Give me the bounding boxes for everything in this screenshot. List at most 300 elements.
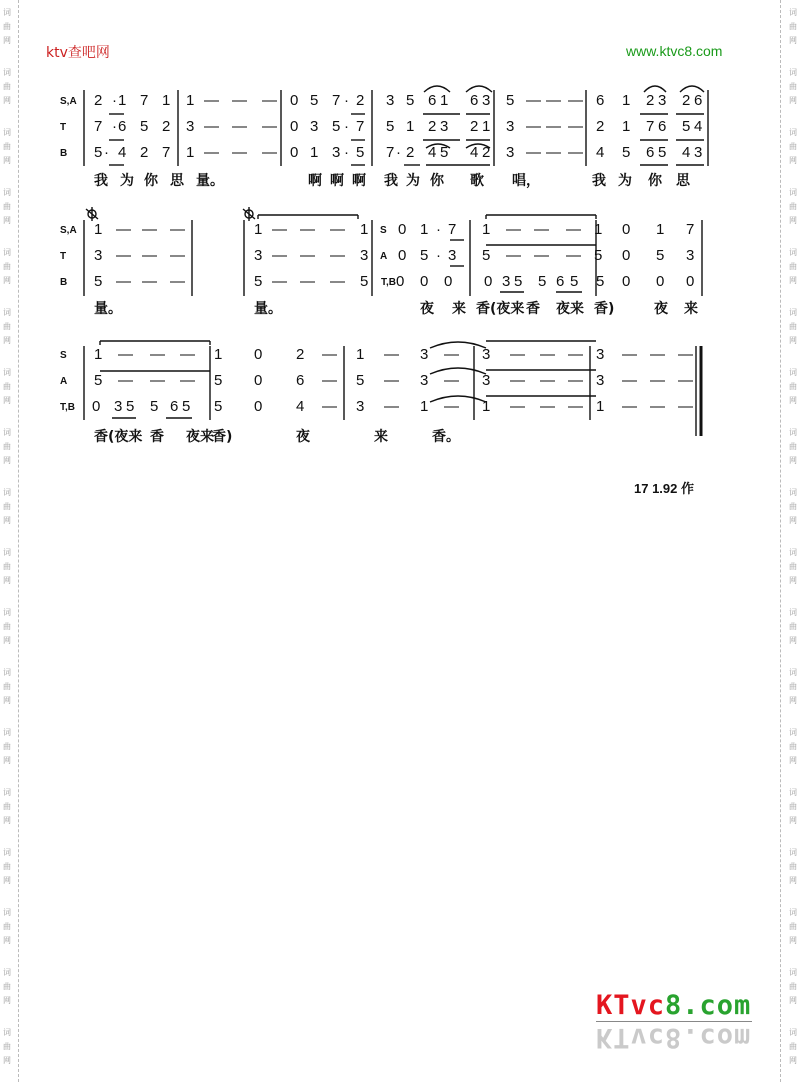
lyric-word: 你 <box>144 173 158 189</box>
note: 2 <box>296 346 305 363</box>
hold-dash: — <box>330 221 345 238</box>
watermark-char: 词 <box>789 608 797 617</box>
note: 5 <box>658 144 667 161</box>
site-name-left[interactable]: ktv查吧网 <box>46 45 110 61</box>
lyric-word: 唱， <box>512 173 540 189</box>
hold-dash: — <box>232 118 247 135</box>
watermark-char: 网 <box>3 96 11 105</box>
note: 5 <box>594 247 603 264</box>
watermark-char: 词 <box>789 548 797 557</box>
lyric-word: 香 <box>526 301 540 317</box>
watermark-char: 词 <box>789 728 797 737</box>
note: 1 <box>254 221 263 238</box>
note: 5 <box>514 273 523 290</box>
note: 4 <box>596 144 605 161</box>
watermark-char: 曲 <box>3 922 11 931</box>
hold-dash: — <box>170 273 185 290</box>
dot-mark: · <box>344 92 349 109</box>
note: 3 <box>310 118 319 135</box>
watermark-char: 网 <box>789 576 797 585</box>
hold-dash: — <box>568 398 583 415</box>
note: 0 <box>254 372 263 389</box>
watermark-char: 网 <box>3 756 11 765</box>
watermark-char: 网 <box>3 276 11 285</box>
watermark-char: 曲 <box>789 742 797 751</box>
watermark-char: 词 <box>3 68 11 77</box>
note: 6 <box>296 372 305 389</box>
watermark-char: 网 <box>3 996 11 1005</box>
note: 2 <box>482 144 491 161</box>
hold-dash: — <box>170 221 185 238</box>
watermark-char: 词 <box>3 848 11 857</box>
lyric-word: 香) <box>594 301 615 317</box>
watermark-char: 曲 <box>3 742 11 751</box>
hold-dash: — <box>116 247 131 264</box>
watermark-char: 曲 <box>789 562 797 571</box>
hold-dash: — <box>540 372 555 389</box>
watermark-char: 网 <box>789 216 797 225</box>
hold-dash: — <box>204 144 219 161</box>
lyric-word: 来 <box>684 301 698 317</box>
note: 6 <box>658 118 667 135</box>
lyric-word: 为 <box>120 173 134 189</box>
note: 1 <box>94 346 103 363</box>
note: 5 <box>150 398 159 415</box>
note: 0 <box>290 118 299 135</box>
note: 3 <box>94 247 103 264</box>
watermark-char: 网 <box>789 36 797 45</box>
lyric-word: 我 <box>592 173 606 189</box>
hold-dash: — <box>510 346 525 363</box>
note: 4 <box>118 144 127 161</box>
watermark-char: 网 <box>3 36 11 45</box>
watermark-char: 词 <box>3 188 11 197</box>
note: 0 <box>622 273 631 290</box>
voice-label: A <box>380 251 388 262</box>
note: 5 <box>360 273 369 290</box>
lyric-word: 夜 <box>654 301 668 317</box>
note: 1 <box>186 92 195 109</box>
part-label: B <box>60 277 68 288</box>
watermark-char: 网 <box>789 816 797 825</box>
watermark-char: 曲 <box>3 502 11 511</box>
note: 0 <box>290 144 299 161</box>
hold-dash: — <box>232 92 247 109</box>
note: 7 <box>162 144 171 161</box>
note: 5 <box>386 118 395 135</box>
dot-mark: · <box>436 221 441 238</box>
hold-dash: — <box>566 247 581 264</box>
watermark-char: 词 <box>789 68 797 77</box>
watermark-char: 网 <box>789 636 797 645</box>
note: 5 <box>140 118 149 135</box>
note: 1 <box>118 92 127 109</box>
note: 0 <box>398 247 407 264</box>
note: 2 <box>428 118 437 135</box>
hold-dash: — <box>622 398 637 415</box>
note: 1 <box>440 92 449 109</box>
note: 2 <box>140 144 149 161</box>
note: 1 <box>356 346 365 363</box>
hold-dash: — <box>262 144 277 161</box>
hold-dash: — <box>204 118 219 135</box>
lyric-word: 我 <box>94 173 108 189</box>
part-label: A <box>60 376 68 387</box>
hold-dash: — <box>170 247 185 264</box>
hold-dash: — <box>116 273 131 290</box>
note: 5 <box>656 247 665 264</box>
note: 1 <box>482 221 491 238</box>
hold-dash: — <box>262 92 277 109</box>
part-label: S,A <box>60 225 77 236</box>
watermark-char: 词 <box>3 368 11 377</box>
note: 0 <box>686 273 695 290</box>
note: 3 <box>332 144 341 161</box>
lyric-word: 香(夜来 <box>476 301 525 317</box>
note: 6 <box>556 273 565 290</box>
watermark-char: 曲 <box>789 802 797 811</box>
lyric-word: 夜 <box>420 301 434 317</box>
note: 5 <box>126 398 135 415</box>
site-url-right[interactable]: www.ktvc8.com <box>626 43 723 59</box>
watermark-char: 词 <box>3 668 11 677</box>
lyric-word: 来 <box>452 301 466 317</box>
hold-dash: — <box>444 398 459 415</box>
hold-dash: — <box>330 247 345 264</box>
lyric-word: 啊 <box>308 173 322 189</box>
dot-mark: · <box>344 118 349 135</box>
watermark-char: 网 <box>3 696 11 705</box>
watermark-char: 网 <box>3 216 11 225</box>
hold-dash: — <box>506 221 521 238</box>
watermark-char: 曲 <box>789 622 797 631</box>
lyric-word: 歌 <box>470 173 484 189</box>
watermark-char: 词 <box>789 908 797 917</box>
hold-dash: — <box>540 346 555 363</box>
dot-mark: · <box>344 144 349 161</box>
note: 2 <box>356 92 365 109</box>
watermark-char: 网 <box>789 96 797 105</box>
note: 3 <box>448 247 457 264</box>
watermark-char: 曲 <box>789 1042 797 1051</box>
watermark-char: 词 <box>789 188 797 197</box>
watermark-char: 曲 <box>3 622 11 631</box>
note: 1 <box>310 144 319 161</box>
hold-dash: — <box>272 221 287 238</box>
hold-dash: — <box>546 118 561 135</box>
note: 3 <box>186 118 195 135</box>
hold-dash: — <box>506 247 521 264</box>
note: 0 <box>254 398 263 415</box>
note: 3 <box>254 247 263 264</box>
note: 5 <box>682 118 691 135</box>
watermark-char: 词 <box>3 788 11 797</box>
composition-date: 17 1.92 作 <box>634 481 694 496</box>
watermark-char: 网 <box>789 336 797 345</box>
note: 6 <box>694 92 703 109</box>
note: 3 <box>502 273 511 290</box>
hold-dash: — <box>534 221 549 238</box>
logo-reflection-red: KTvc <box>596 1022 666 1053</box>
hold-dash: — <box>300 221 315 238</box>
hold-dash: — <box>322 398 337 415</box>
note: 6 <box>428 92 437 109</box>
dot-mark: · <box>104 144 109 161</box>
watermark-char: 网 <box>789 276 797 285</box>
hold-dash: — <box>444 372 459 389</box>
watermark-char: 曲 <box>3 142 11 151</box>
watermark-char: 词 <box>789 248 797 257</box>
hold-dash: — <box>300 273 315 290</box>
hold-dash: — <box>534 247 549 264</box>
watermark-char: 网 <box>789 396 797 405</box>
watermark-char: 网 <box>789 156 797 165</box>
watermark-char: 网 <box>3 1056 11 1065</box>
note: 3 <box>386 92 395 109</box>
watermark-char: 词 <box>789 308 797 317</box>
note: 3 <box>482 372 491 389</box>
note: 2 <box>470 118 479 135</box>
ktvc8-logo[interactable] <box>596 990 751 1021</box>
watermark-char: 曲 <box>3 322 11 331</box>
note: 3 <box>114 398 123 415</box>
note: 3 <box>596 346 605 363</box>
watermark-char: 曲 <box>3 802 11 811</box>
hold-dash: — <box>568 144 583 161</box>
dot-mark: · <box>112 118 117 135</box>
watermark-char: 词 <box>3 968 11 977</box>
hold-dash: — <box>322 372 337 389</box>
hold-dash: — <box>510 372 525 389</box>
lyric-word: 你 <box>648 173 662 189</box>
hold-dash: — <box>444 346 459 363</box>
hold-dash: — <box>300 247 315 264</box>
watermark-char: 曲 <box>789 322 797 331</box>
watermark-char: 词 <box>789 488 797 497</box>
watermark-char: 网 <box>3 336 11 345</box>
note: 2 <box>646 92 655 109</box>
watermark-char: 网 <box>3 936 11 945</box>
note: 5 <box>94 144 103 161</box>
note: 3 <box>694 144 703 161</box>
part-label: S <box>60 350 67 361</box>
note: 5 <box>538 273 547 290</box>
watermark-char: 曲 <box>789 922 797 931</box>
hold-dash: — <box>568 346 583 363</box>
note: 5 <box>182 398 191 415</box>
note: 6 <box>118 118 127 135</box>
watermark-char: 词 <box>3 908 11 917</box>
hold-dash: — <box>330 273 345 290</box>
hold-dash: — <box>232 144 247 161</box>
watermark-char: 词 <box>3 128 11 137</box>
watermark-char: 词 <box>789 968 797 977</box>
note: 7 <box>94 118 103 135</box>
hold-dash: — <box>272 247 287 264</box>
note: 5 <box>332 118 341 135</box>
lyric-word: 夜来 <box>186 429 214 445</box>
hold-dash: — <box>678 372 693 389</box>
hold-dash: — <box>142 247 157 264</box>
note: 3 <box>482 92 491 109</box>
note: 3 <box>686 247 695 264</box>
watermark-char: 曲 <box>789 262 797 271</box>
note: 5 <box>570 273 579 290</box>
hold-dash: — <box>622 372 637 389</box>
note: 1 <box>360 221 369 238</box>
watermark-char: 词 <box>3 8 11 17</box>
note: 1 <box>186 144 195 161</box>
hold-dash: — <box>384 398 399 415</box>
hold-dash: — <box>116 221 131 238</box>
logo-reflection-green: 8.com <box>665 1022 752 1053</box>
lyric-word: 啊 <box>352 173 366 189</box>
note: 5 <box>214 372 223 389</box>
hold-dash: — <box>272 273 287 290</box>
note: 3 <box>440 118 449 135</box>
note: 3 <box>356 398 365 415</box>
note: 5 <box>356 372 365 389</box>
note: 1 <box>656 221 665 238</box>
watermark-char: 曲 <box>3 82 11 91</box>
hold-dash: — <box>540 398 555 415</box>
watermark-char: 网 <box>789 696 797 705</box>
note: 7 <box>448 221 457 238</box>
hold-dash: — <box>650 372 665 389</box>
note: 1 <box>482 398 491 415</box>
watermark-char: 网 <box>789 516 797 525</box>
lyric-word: 量。 <box>254 301 282 317</box>
hold-dash: — <box>510 398 525 415</box>
part-label: B <box>60 148 68 159</box>
lyric-word: 香) <box>212 429 233 445</box>
note: 4 <box>682 144 691 161</box>
hold-dash: — <box>142 221 157 238</box>
note: 5 <box>214 398 223 415</box>
note: 5 <box>506 92 515 109</box>
note: 3 <box>506 118 515 135</box>
note: 5 <box>440 144 449 161</box>
watermark-char: 曲 <box>789 82 797 91</box>
watermark-char: 曲 <box>789 442 797 451</box>
note: 6 <box>646 144 655 161</box>
note: 6 <box>170 398 179 415</box>
part-label: T <box>60 122 67 133</box>
watermark-char: 网 <box>3 456 11 465</box>
lyric-word: 为 <box>618 173 632 189</box>
hold-dash: — <box>568 372 583 389</box>
watermark-char: 曲 <box>3 202 11 211</box>
hold-dash: — <box>650 398 665 415</box>
watermark-char: 词 <box>789 668 797 677</box>
lyric-word: 量。 <box>196 173 224 189</box>
hold-dash: — <box>180 346 195 363</box>
note: 6 <box>596 92 605 109</box>
watermark-char: 网 <box>789 936 797 945</box>
note: 0 <box>622 221 631 238</box>
voice-label: T,B <box>381 277 396 288</box>
hold-dash: — <box>526 92 541 109</box>
note: 0 <box>484 273 493 290</box>
note: 7 <box>356 118 365 135</box>
hold-dash: — <box>118 346 133 363</box>
watermark-char: 词 <box>3 728 11 737</box>
watermark-char: 曲 <box>3 262 11 271</box>
part-label: S,A <box>60 96 77 107</box>
hold-dash: — <box>546 144 561 161</box>
note: 5 <box>406 92 415 109</box>
lyric-word: 来 <box>374 429 388 445</box>
note: 1 <box>162 92 171 109</box>
hold-dash: — <box>546 92 561 109</box>
part-label: T <box>60 251 67 262</box>
hold-dash: — <box>204 92 219 109</box>
hold-dash: — <box>566 221 581 238</box>
note: 0 <box>420 273 429 290</box>
note: 0 <box>92 398 101 415</box>
note: 2 <box>596 118 605 135</box>
hold-dash: — <box>678 398 693 415</box>
hold-dash: — <box>150 346 165 363</box>
watermark-char: 网 <box>3 636 11 645</box>
watermark-char: 网 <box>789 996 797 1005</box>
note: 7 <box>386 144 395 161</box>
note: 6 <box>470 92 479 109</box>
lyric-word: 香。 <box>432 429 460 445</box>
lyric-word: 夜 <box>296 429 310 445</box>
note: 1 <box>420 398 429 415</box>
watermark-char: 曲 <box>789 202 797 211</box>
hold-dash: — <box>150 372 165 389</box>
note: 1 <box>406 118 415 135</box>
watermark-char: 网 <box>3 576 11 585</box>
watermark-char: 词 <box>789 788 797 797</box>
note: 5 <box>622 144 631 161</box>
note: 2 <box>682 92 691 109</box>
note: 5 <box>310 92 319 109</box>
note: 1 <box>622 118 631 135</box>
note: 5 <box>94 273 103 290</box>
note: 0 <box>396 273 405 290</box>
note: 0 <box>398 221 407 238</box>
note: 0 <box>444 273 453 290</box>
watermark-char: 曲 <box>789 862 797 871</box>
watermark-char: 网 <box>789 876 797 885</box>
watermark-char: 网 <box>789 756 797 765</box>
lyric-word: 思 <box>676 173 690 189</box>
hold-dash: — <box>526 118 541 135</box>
hold-dash: — <box>568 118 583 135</box>
lyric-word: 为 <box>406 173 420 189</box>
hold-dash: — <box>322 346 337 363</box>
hold-dash: — <box>650 346 665 363</box>
watermark-char: 词 <box>789 848 797 857</box>
voice-label: S <box>380 225 387 236</box>
note: 1 <box>482 118 491 135</box>
note: 2 <box>94 92 103 109</box>
note: 4 <box>694 118 703 135</box>
watermark-char: 词 <box>3 1028 11 1037</box>
watermark-char: 曲 <box>3 982 11 991</box>
watermark-char: 词 <box>789 1028 797 1037</box>
note: 5 <box>596 273 605 290</box>
watermark-char: 网 <box>3 816 11 825</box>
note: 5 <box>420 247 429 264</box>
lyric-word: 香 <box>150 429 164 445</box>
note: 1 <box>594 221 603 238</box>
note: 3 <box>420 346 429 363</box>
lyric-word: 我 <box>384 173 398 189</box>
